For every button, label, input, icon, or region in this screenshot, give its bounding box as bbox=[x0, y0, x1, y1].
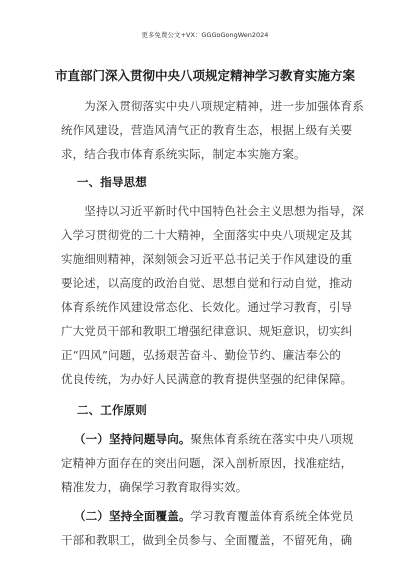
paragraph-line: 精准发力，确保学习教育取得实效。 bbox=[61, 480, 248, 494]
paragraph-line: 坚持以习近平新时代中国特色社会主义思想为指导，深 bbox=[61, 204, 364, 218]
paragraph-line: 优良传统，为办好人民满意的教育提供坚强的纪律保障。 bbox=[61, 372, 353, 386]
section-heading-guiding-thought: 一、指导思想 bbox=[77, 175, 147, 189]
paragraph-line: 广大党员干部和教职工增强纪律意识、规矩意识，切实纠 bbox=[61, 324, 353, 338]
intro-line: 为深入贯彻落实中央八项规定精神，进一步加强体育系 bbox=[61, 99, 364, 113]
principle-label: （一）坚持问题导向。 bbox=[74, 432, 191, 446]
principle-item-2 bbox=[74, 508, 379, 524]
paragraph-line: 入学习贯彻党的二十大精神，全面落实中央八项规定及其 bbox=[61, 228, 353, 242]
principle-text: 学习教育覆盖体育系统全体党员 bbox=[190, 509, 354, 523]
paragraph-line: 正“四风”问题，弘扬艰苦奋斗、勤俭节约、廉洁奉公的 bbox=[61, 348, 342, 362]
principle-text: 聚焦体育系统在落实中央八项规 bbox=[190, 432, 354, 446]
paragraph-line: 体育系统作风建设常态化、长效化。通过学习教育，引导 bbox=[61, 300, 353, 314]
intro-line: 统作风建设，营造风清气正的教育生态，根据上级有关要 bbox=[61, 123, 353, 137]
principle-label: （二）坚持全面覆盖。 bbox=[74, 509, 191, 523]
paragraph-line: 要论述，以高度的政治自觉、思想自觉和行动自觉，推动 bbox=[61, 276, 353, 290]
principle-item-1 bbox=[74, 431, 379, 447]
header-note: 更多免费公文+VX：GGGoGongWen2024 bbox=[141, 31, 269, 39]
paragraph-line: 干部和教职工，做到全员参与、全面覆盖，不留死角，确 bbox=[61, 533, 353, 547]
paragraph-line: 实施细则精神，深刻领会习近平总书记关于作风建设的重 bbox=[61, 252, 353, 266]
document-title: 市直部门深入贯彻中央八项规定精神学习教育实施方案 bbox=[54, 68, 355, 83]
intro-line: 求，结合我市体育系统实际，制定本实施方案。 bbox=[61, 147, 306, 161]
section-heading-work-principles: 二、工作原则 bbox=[77, 403, 147, 417]
paragraph-line: 定精神方面存在的突出问题，深入剖析原因，找准症结， bbox=[61, 456, 353, 470]
